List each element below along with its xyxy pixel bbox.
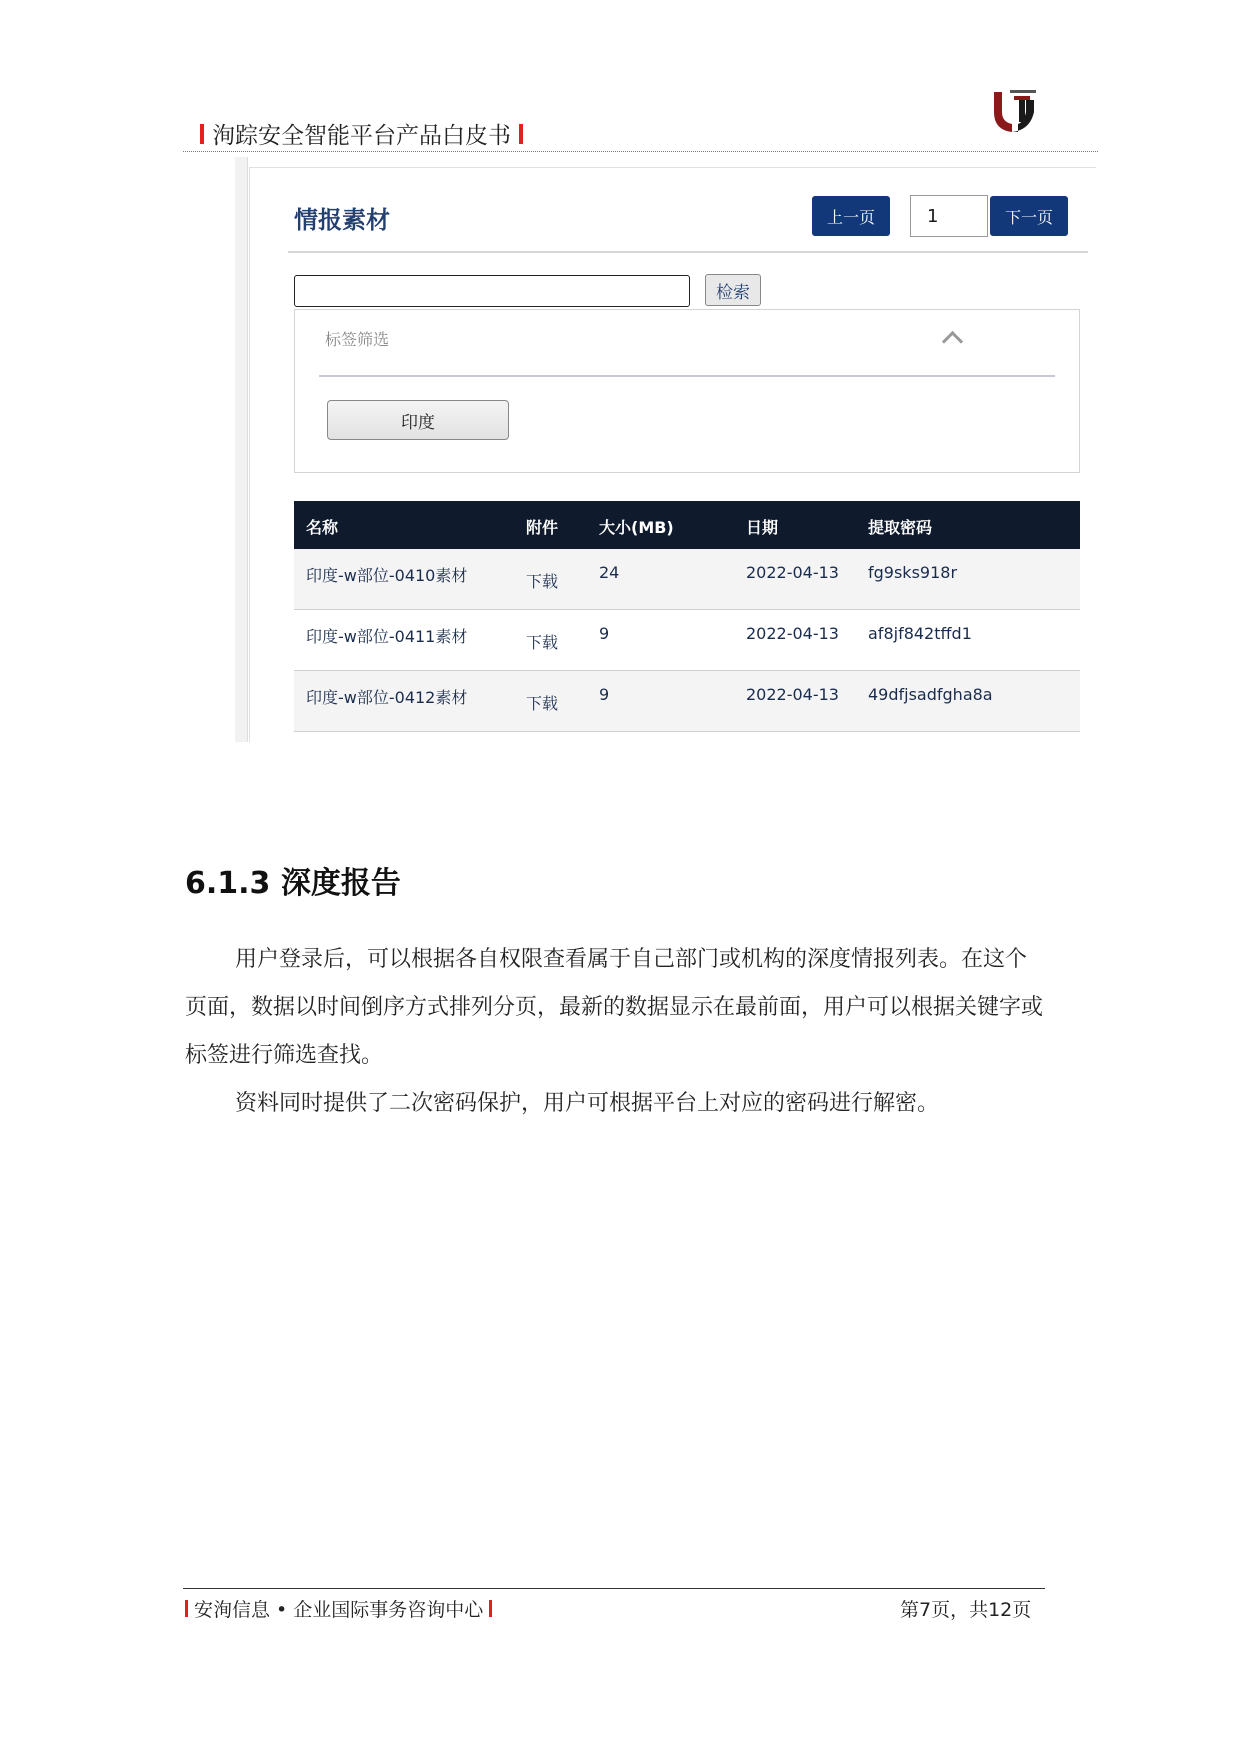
search-input[interactable] bbox=[294, 275, 690, 307]
next-page-button[interactable]: 下一页 bbox=[990, 196, 1068, 236]
tag-filter-label: 标签筛选 bbox=[325, 330, 390, 349]
header-red-bar-right bbox=[519, 124, 523, 144]
row-size: 24 bbox=[599, 563, 620, 582]
table-row bbox=[294, 610, 1080, 671]
header-divider bbox=[183, 151, 1098, 152]
footer-company-text: 安洵信息 • 企业国际事务咨询中心 bbox=[194, 1599, 484, 1621]
prev-page-button[interactable]: 上一页 bbox=[812, 196, 890, 236]
table-header bbox=[294, 501, 1080, 549]
footer-company bbox=[185, 1595, 492, 1622]
screenshot-left-edge bbox=[235, 157, 248, 742]
chevron-up-icon[interactable] bbox=[942, 331, 963, 352]
materials-table bbox=[294, 501, 1080, 742]
row-password: fg9sks918r bbox=[868, 563, 958, 582]
row-name: 印度-w部位-0410素材 bbox=[306, 566, 468, 585]
row-date: 2022-04-13 bbox=[746, 624, 839, 643]
paragraph: 用户登录后，可以根据各自权限查看属于自己部门或机构的深度情报列表。在这个页面，数据以时间倒序方式排列分页，最新的数据显示在最前面，用户可以根据关键字或标签进行筛选查找。 bbox=[185, 947, 1044, 1068]
footer-red-bar-right bbox=[489, 1600, 492, 1617]
header-red-bar-left bbox=[200, 124, 204, 144]
table-row bbox=[294, 671, 1080, 732]
download-link[interactable]: 下载 bbox=[526, 694, 559, 713]
footer-divider bbox=[183, 1588, 1045, 1589]
search-button[interactable]: 检索 bbox=[705, 274, 761, 306]
section-heading: 6.1.3 深度报告 bbox=[185, 866, 401, 901]
page-number: 第7页，共12页 bbox=[900, 1599, 1032, 1621]
row-name: 印度-w部位-0412素材 bbox=[306, 688, 468, 707]
tag-filter-box bbox=[294, 309, 1080, 473]
header-title-wrap bbox=[200, 117, 523, 150]
footer-red-bar-left bbox=[185, 1600, 188, 1617]
column-header-attachment[interactable]: 附件 bbox=[526, 518, 559, 537]
row-size: 9 bbox=[599, 685, 610, 704]
row-size: 9 bbox=[599, 624, 610, 643]
filter-divider bbox=[319, 375, 1055, 377]
row-password: af8jf842tffd1 bbox=[868, 624, 972, 643]
row-date: 2022-04-13 bbox=[746, 563, 839, 582]
row-password: 49dfjsadfgha8a bbox=[868, 685, 993, 704]
column-header-name[interactable]: 名称 bbox=[306, 518, 339, 537]
header-title: 洵踪安全智能平台产品白皮书 bbox=[212, 123, 511, 149]
column-header-size[interactable]: 大小(MB) bbox=[599, 518, 674, 537]
panel-divider bbox=[288, 251, 1088, 253]
row-name: 印度-w部位-0411素材 bbox=[306, 627, 468, 646]
table-row-partial bbox=[294, 732, 1080, 742]
embedded-screenshot bbox=[235, 157, 1097, 742]
document-header bbox=[185, 113, 1045, 153]
panel-title: 情报素材 bbox=[294, 206, 390, 234]
tag-button-india[interactable]: 印度 bbox=[327, 400, 509, 440]
page-number-input[interactable]: 1 bbox=[910, 195, 988, 237]
column-header-date[interactable]: 日期 bbox=[746, 518, 779, 537]
column-header-password[interactable]: 提取密码 bbox=[868, 518, 933, 537]
download-link[interactable]: 下载 bbox=[526, 572, 559, 591]
company-logo-icon bbox=[990, 88, 1040, 138]
download-link[interactable]: 下载 bbox=[526, 633, 559, 652]
paragraph: 资料同时提供了二次密码保护，用户可根据平台上对应的密码进行解密。 bbox=[235, 1091, 940, 1116]
table-row bbox=[294, 549, 1080, 610]
row-date: 2022-04-13 bbox=[746, 685, 839, 704]
intel-material-panel bbox=[249, 167, 1096, 742]
